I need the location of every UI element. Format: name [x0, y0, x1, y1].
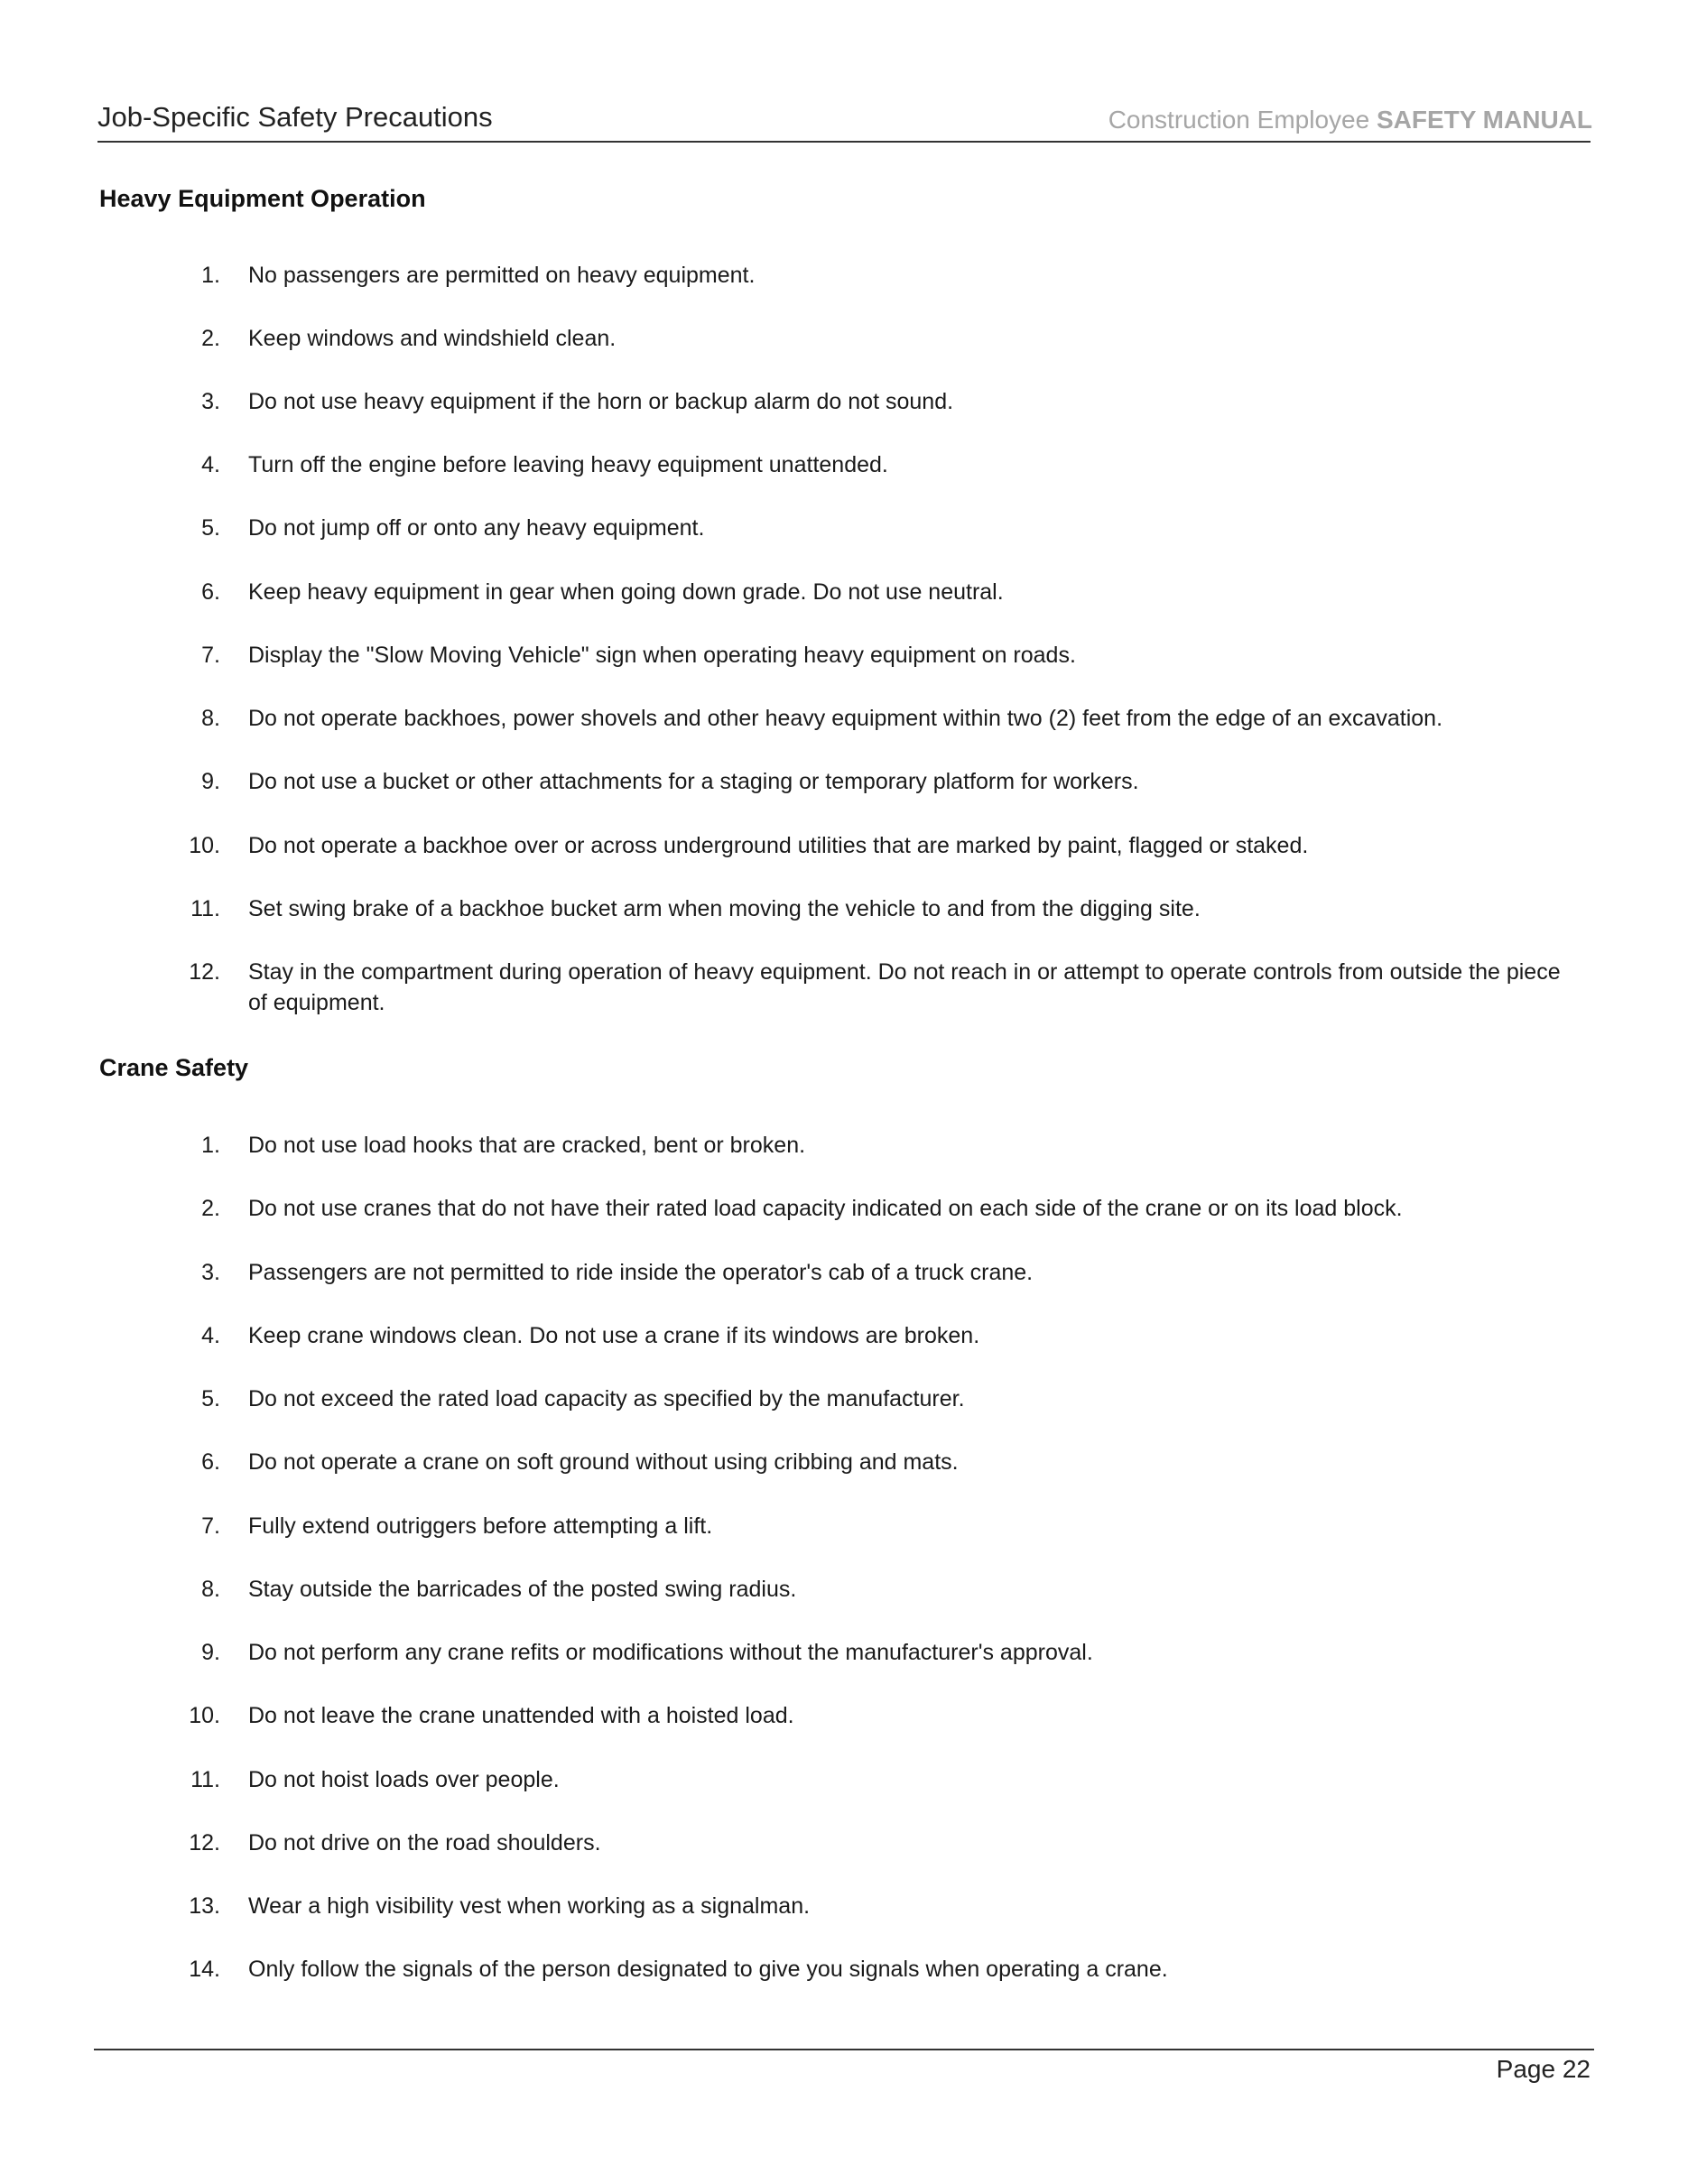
list-item-number: 6.: [201, 1449, 220, 1475]
list-item-number: 14.: [189, 1957, 220, 1982]
list-item-text: Only follow the signals of the person designated to give you signals when operating a crane.: [248, 1957, 1168, 1982]
list-item-number: 8.: [201, 1577, 220, 1602]
list-item-text: Do not operate a backhoe over or across underground utilities that are marked by paint, flagged or staked.: [248, 833, 1309, 858]
header-section-title: Job-Specific Safety Precautions: [97, 101, 493, 133]
list-item-number: 2.: [201, 326, 220, 351]
list-item-number: 3.: [201, 389, 220, 414]
list-item-text: Passengers are not permitted to ride inside the operator's cab of a truck crane.: [248, 1260, 1034, 1285]
list-item-number: 5.: [201, 515, 220, 541]
list-item-text: Do not perform any crane refits or modifications without the manufacturer's approval.: [248, 1640, 1093, 1665]
list-item-number: 8.: [201, 706, 220, 731]
list-item-number: 11.: [190, 1767, 220, 1792]
list-item-text: Do not use cranes that do not have their rated load capacity indicated on each side of the crane or on its load block.: [248, 1196, 1403, 1221]
list-item-number: 4.: [201, 452, 220, 477]
list-item-number: 10.: [189, 1703, 220, 1728]
header-rule: [97, 141, 1591, 143]
list-item-number: 9.: [201, 769, 220, 794]
list-item-text: Do not exceed the rated load capacity as specified by the manufacturer.: [248, 1386, 965, 1411]
list-item-number: 7.: [201, 643, 220, 668]
header-manual-strong: SAFETY MANUAL: [1376, 106, 1592, 134]
list-item-number: 2.: [201, 1196, 220, 1221]
list-item-number: 4.: [201, 1323, 220, 1348]
header-manual-prefix: Construction Employee: [1108, 106, 1377, 134]
list-item-text: Stay in the compartment during operation of heavy equipment. Do not reach in or attempt to operate controls from outside the piece of equipment.: [248, 959, 1561, 1015]
list-item-number: 5.: [201, 1386, 220, 1411]
list-item-text: Do not use a bucket or other attachments for a staging or temporary platform for workers.: [248, 769, 1139, 794]
list-item-text: Keep windows and windshield clean.: [248, 326, 617, 351]
list-item-number: 11.: [190, 896, 220, 921]
list-item-text: Do not operate backhoes, power shovels and other heavy equipment within two (2) feet from the edge of an excavation.: [248, 706, 1443, 731]
page-number: Page 22: [1496, 2055, 1591, 2083]
list-item-number: 1.: [201, 1133, 220, 1158]
footer-rule: [94, 2049, 1594, 2050]
list-item-text: Do not drive on the road shoulders.: [248, 1830, 601, 1855]
header-manual-title: [1108, 106, 1592, 134]
list-item-text: Keep crane windows clean. Do not use a crane if its windows are broken.: [248, 1323, 980, 1348]
list-item-text: Do not hoist loads over people.: [248, 1767, 560, 1792]
list-item-text: Do not use heavy equipment if the horn or backup alarm do not sound.: [248, 389, 954, 414]
list-item-text: Do not operate a crane on soft ground without using cribbing and mats.: [248, 1449, 959, 1475]
list-item-number: 12.: [189, 959, 220, 985]
list-item-text: No passengers are permitted on heavy equipment.: [248, 263, 756, 288]
section-title-crane-safety: Crane Safety: [99, 1054, 249, 1081]
list-item-text: Fully extend outriggers before attempting a lift.: [248, 1513, 713, 1539]
list-item-number: 10.: [189, 833, 220, 858]
list-item-text: Display the "Slow Moving Vehicle" sign when operating heavy equipment on roads.: [248, 643, 1076, 668]
list-item-text: Do not use load hooks that are cracked, bent or broken.: [248, 1133, 806, 1158]
list-item-text: Wear a high visibility vest when working as a signalman.: [248, 1893, 811, 1919]
list-item-number: 13.: [189, 1893, 220, 1919]
list-item-text: Do not jump off or onto any heavy equipment.: [248, 515, 705, 541]
list-item-number: 6.: [201, 579, 220, 605]
list-item-text: Turn off the engine before leaving heavy equipment unattended.: [248, 452, 888, 477]
list-item-text: Stay outside the barricades of the posted swing radius.: [248, 1577, 797, 1602]
list-item-number: 12.: [189, 1830, 220, 1855]
list-item-number: 9.: [201, 1640, 220, 1665]
list-item-text: Set swing brake of a backhoe bucket arm when moving the vehicle to and from the digging site.: [248, 896, 1201, 921]
list-item-text: Do not leave the crane unattended with a hoisted load.: [248, 1703, 794, 1728]
list-item-text: Keep heavy equipment in gear when going down grade. Do not use neutral.: [248, 579, 1004, 605]
list-item-number: 3.: [201, 1260, 220, 1285]
section-title-heavy-equipment: Heavy Equipment Operation: [99, 185, 426, 212]
list-item-number: 1.: [201, 263, 220, 288]
list-item-number: 7.: [201, 1513, 220, 1539]
